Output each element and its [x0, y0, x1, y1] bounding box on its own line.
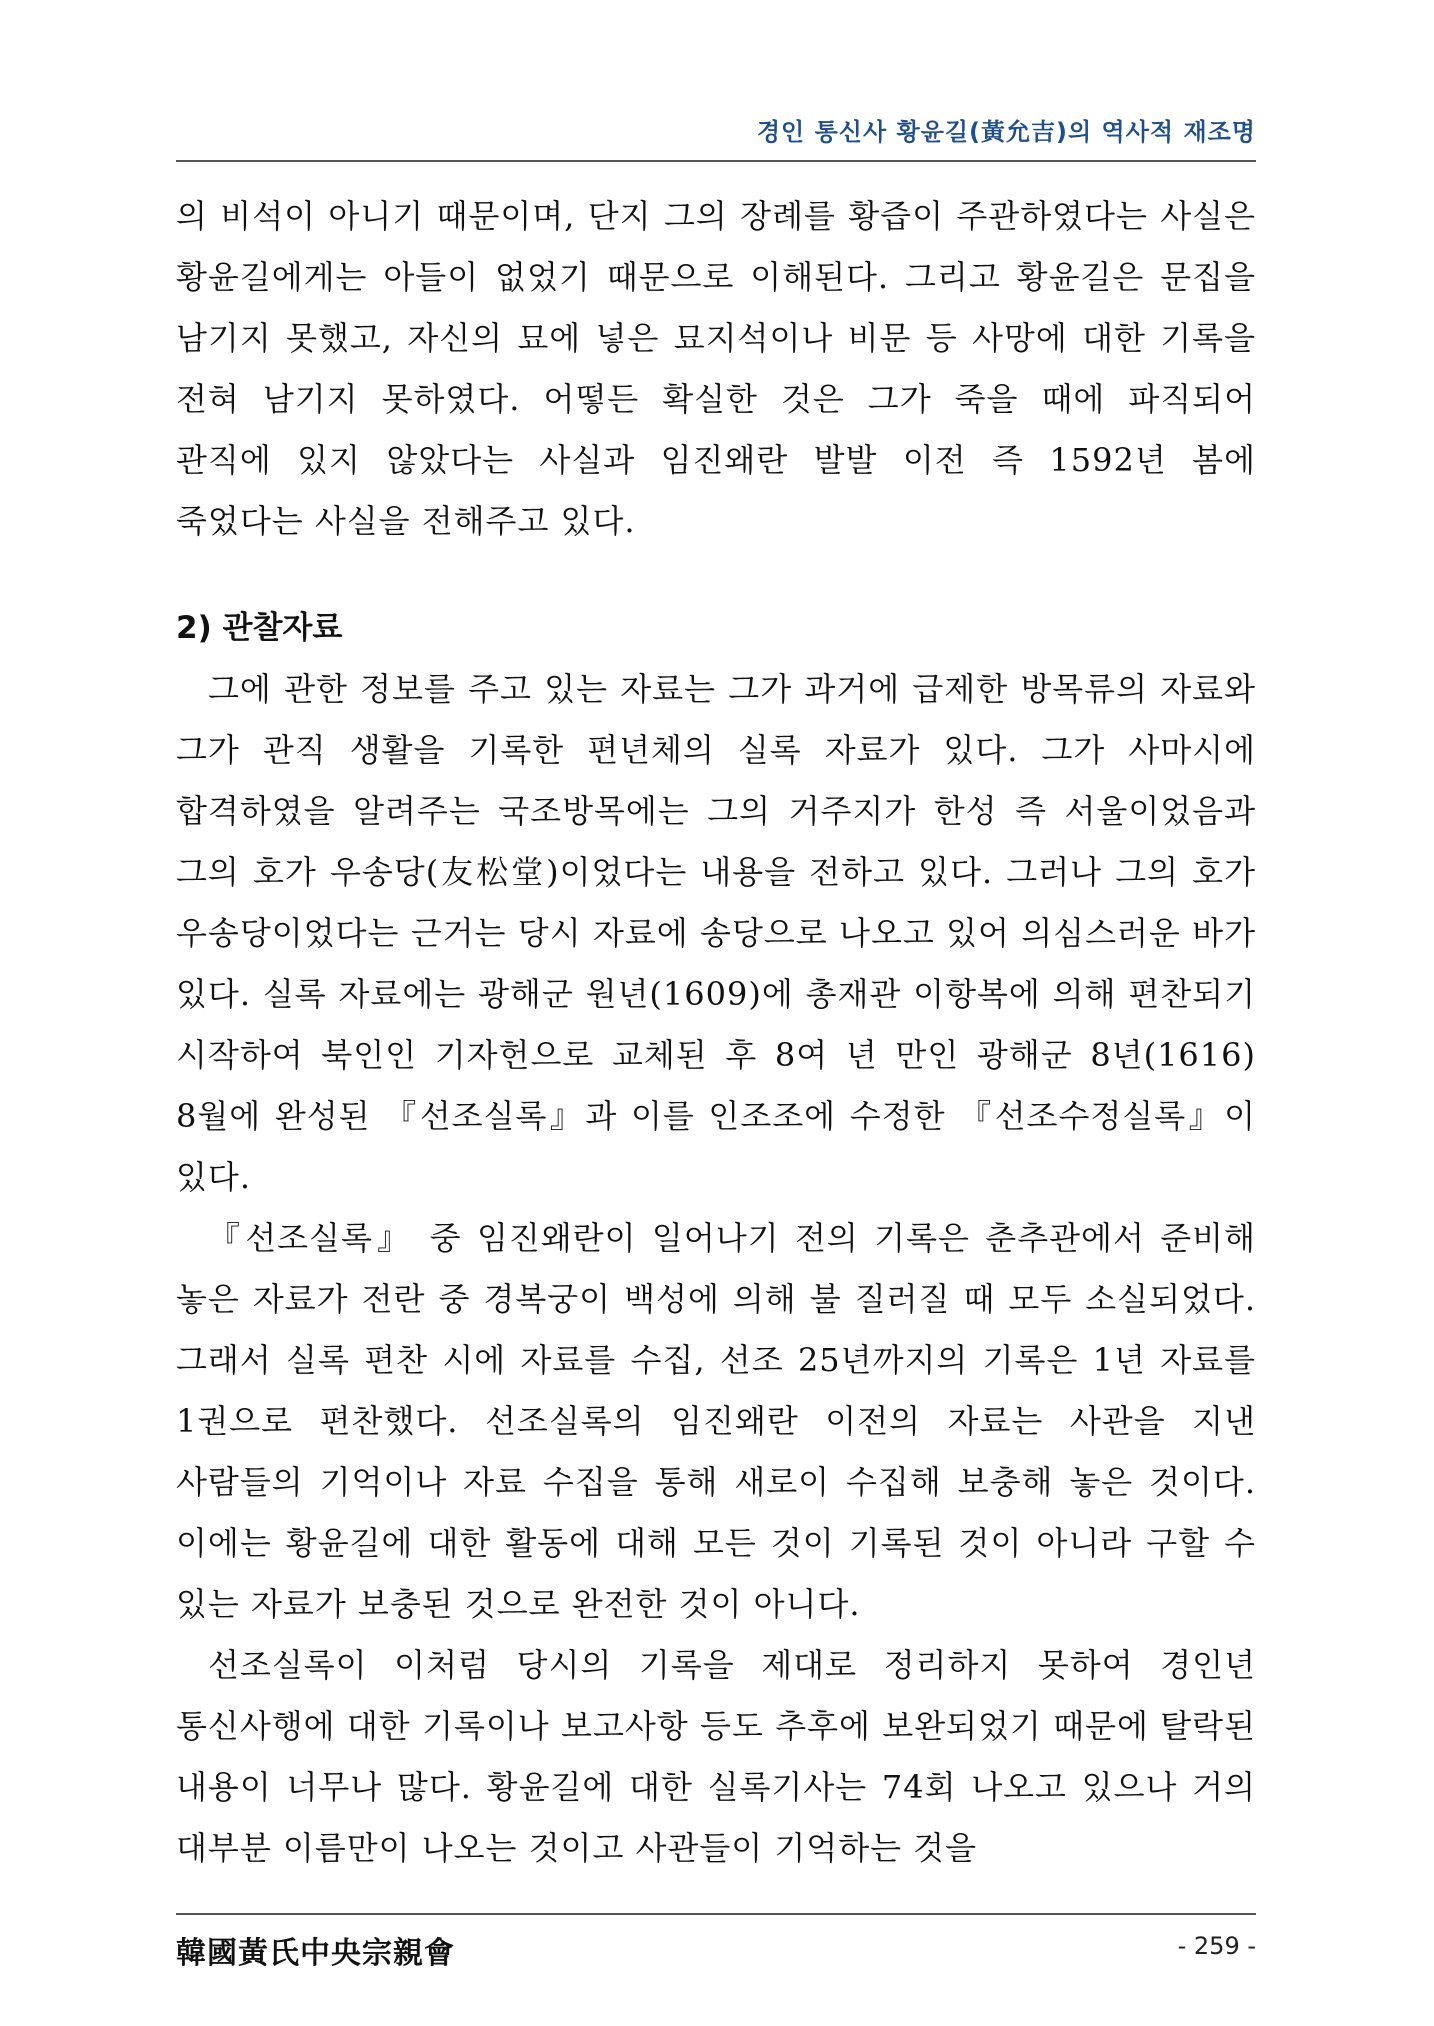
page-number: - 259 -	[1177, 1932, 1256, 1960]
society-logo: 韓國黃氏中央宗親會	[176, 1936, 455, 1971]
body-paragraph: 그에 관한 정보를 주고 있는 자료는 그가 과거에 급제한 방목류의 자료와 그가 관직 생활을 기록한 편년체의 실록 자료가 있다. 그가 사마시에 합격하였을 알려주는 국조방목에는 그의 거주지가 한성 즉 서울이었음과 그의 호가 우송당(友松堂)이었다는 내용을 전하고 있다. 그러나 그의 호가 우송당이었다는 근거는 당시 자료에 송당으로 나오고 있어 의심스러운 바가 있다. 실록 자료에는 광해군 원년(1609)에 총재관 이항복에 의해 편찬되기 시작하여 북인인 기자헌으로 교체된 후 8여 년 만인 광해군 8년(1616) 8월에 완성된 『선조실록』과 이를 인조조에 수정한 『선조수정실록』이 있다.	[176, 670, 1256, 1196]
section-heading: 2) 관찰자료	[176, 610, 343, 646]
running-header-title: 경인 통신사 황윤길(黃允吉)의 역사적 재조명	[756, 118, 1256, 146]
page-body	[176, 186, 1256, 1879]
body-paragraph: 선조실록이 이처럼 당시의 기록을 제대로 정리하지 못하여 경인년 통신사행에 대한 기록이나 보고사항 등도 추후에 보완되었기 때문에 탈락된 내용이 너무나 많다. 황윤길에 대한 실록기사는 74회 나오고 있으나 거의 대부분 이름만이 나오는 것이고 사관들이 기억하는 것을	[176, 1646, 1256, 1867]
body-paragraph: 의 비석이 아니기 때문이며, 단지 그의 장례를 황즙이 주관하였다는 사실은 황윤길에게는 아들이 없었기 때문으로 이해된다. 그리고 황윤길은 문집을 남기지 못했고, 자신의 묘에 넣은 묘지석이나 비문 등 사망에 대한 기록을 전혀 남기지 못하였다. 어떻든 확실한 것은 그가 죽을 때에 파직되어 관직에 있지 않았다는 사실과 임진왜란 발발 이전 즉 1592년 봄에 죽었다는 사실을 전해주고 있다.	[176, 197, 1256, 540]
header-divider	[176, 160, 1256, 162]
footer-divider	[176, 1913, 1256, 1915]
body-paragraph: 『선조실록』 중 임진왜란이 일어나기 전의 기록은 춘추관에서 준비해 놓은 자료가 전란 중 경복궁이 백성에 의해 불 질러질 때 모두 소실되었다. 그래서 실록 편찬 시에 자료를 수집, 선조 25년까지의 기록은 1년 자료를 1권으로 편찬했다. 선조실록의 임진왜란 이전의 자료는 사관을 지낸 사람들의 기억이나 자료 수집을 통해 새로이 수집해 보충해 놓은 것이다. 이에는 황윤길에 대한 활동에 대해 모든 것이 기록된 것이 아니라 구할 수 있는 자료가 보충된 것으로 완전한 것이 아니다.	[176, 1219, 1256, 1623]
